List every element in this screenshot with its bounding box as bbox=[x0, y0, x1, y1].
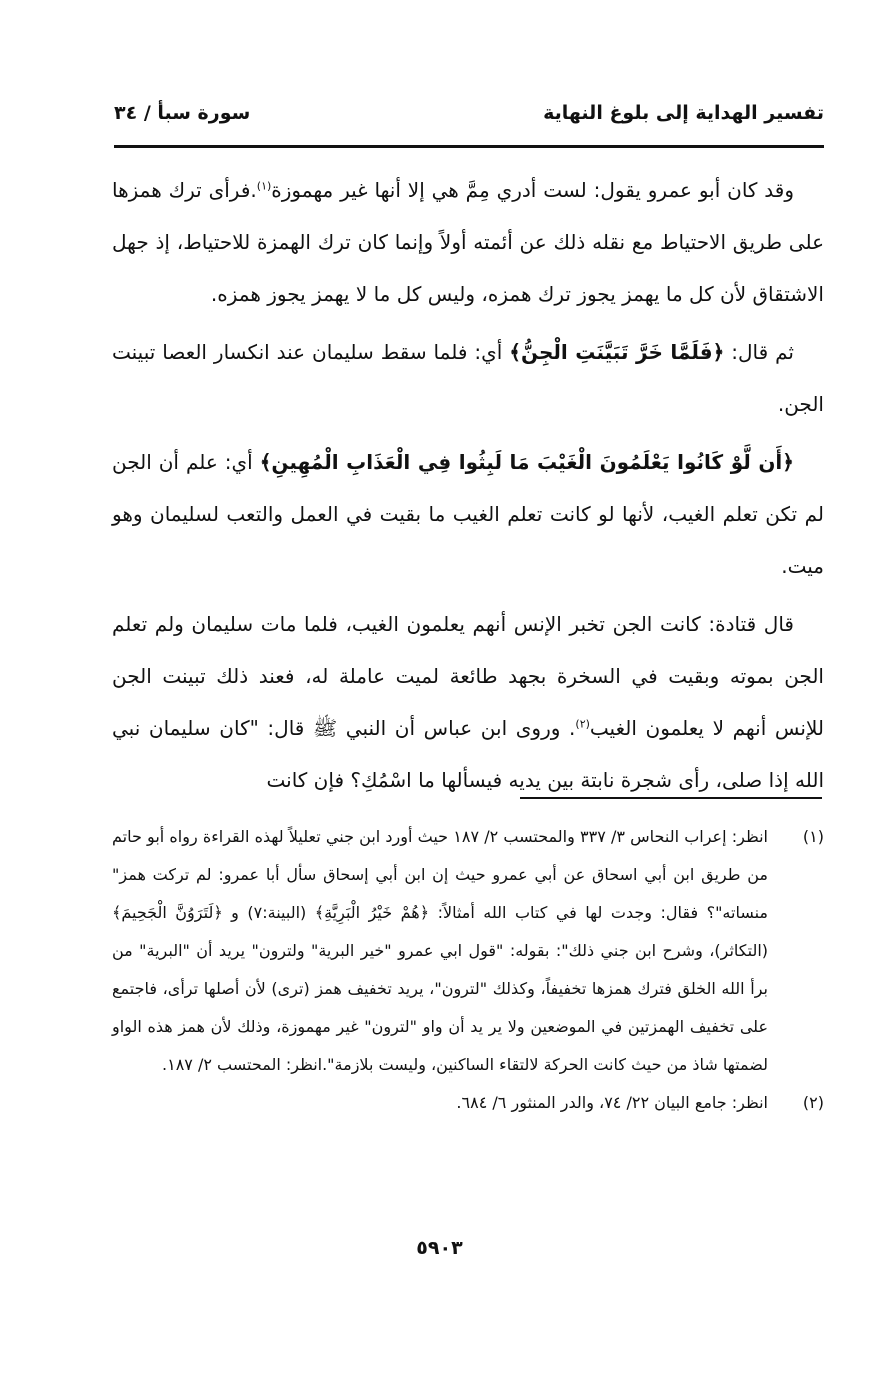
paragraph-text: . وروى ابن عباس أن النبي ﷺ قال: "كان سليمان نبي الله إذا صلى، رأى شجرة نابتة بين يديه فيسألها ما اسْمُكِ؟ فإن كانت bbox=[112, 716, 824, 792]
footnote-text: انظر: جامع البيان ٢٢/ ٧٤، والدر المنثور ٦/ ٦٨٤. bbox=[456, 1093, 768, 1112]
paragraph-text: أي: علم أن الجن لم تكن تعلم الغيب، لأنها لو كانت تعلم الغيب ما بقيت في العمل والتعب لسليمان وهو ميت. bbox=[112, 450, 824, 578]
header-divider bbox=[114, 145, 824, 148]
running-header bbox=[114, 100, 824, 144]
footnote-ref: (٢) bbox=[575, 717, 590, 731]
quran-verse: ﴿فَلَمَّا خَرَّ تَبَيَّنَتِ الْجِنُّ﴾ bbox=[509, 340, 725, 364]
main-text bbox=[112, 164, 824, 812]
surah-label: سورة سبأ / ٣٤ bbox=[114, 102, 251, 124]
quran-verse: ﴿أَن لَّوْ كَانُوا يَعْلَمُونَ الْغَيْبَ مَا لَبِثُوا فِي الْعَذَابِ الْمُهِينِ﴾ bbox=[259, 450, 794, 474]
footnote-divider bbox=[520, 797, 822, 799]
footnote-number: (٢) bbox=[802, 1093, 824, 1112]
page-number: ٥٩٠٣ bbox=[416, 1237, 463, 1259]
paragraph-text: .فرأى ترك همزها على طريق الاحتياط مع نقله ذلك عن أئمته أولاً وإنما كان ترك الهمزة للاحتياط، إذ جهل الاشتقاق لأن كل ما يهمز يجوز ترك همزه، وليس كل ما لا يهمز يجوز همزه. bbox=[112, 178, 824, 306]
paragraph bbox=[112, 164, 824, 320]
footnote bbox=[112, 818, 824, 1084]
paragraph-text: وقد كان أبو عمرو يقول: لست أدري مِمَّ هي إلا أنها غير مهموزة bbox=[271, 178, 795, 202]
paragraph-text: أي: فلما سقط سليمان عند انكسار العصا تبينت الجن. bbox=[112, 340, 824, 416]
footnote-text: انظر: إعراب النحاس ٣/ ٣٣٧ والمحتسب ٢/ ١٨٧ حيث أورد ابن جني تعليلاً لهذه القراءة رواه أبو حاتم من طريق ابن أبي اسحاق عن أبي عمرو حيث إن ابن أبي إسحاق سأل أبا عمرو: لم تركت همز" منساته"؟ فقال: وجدت لها في كتاب الله أمثالاً: ﴿هُمْ خَيْرُ الْبَرِيَّةِ﴾ (البينة:٧) و ﴿لَتَرَوُنَّ الْجَحِيمَ﴾ (التكاثر)، وشرح ابن جني ذلك": بقوله: "قول ابي عمرو "خير البرية" ولترون" يريد أن "البرية" من برأ الله الخلق فترك همزها تخفيفاً، وكذلك "لترون"، يريد تخفيف همز (ترى) لأن أصلها ترأى، فاجتمع على تخفيف الهمزتين في الموضعين ولا ير يد أن واو "لترون" غير مهموزة، وذلك لأن همز هذه الواو لضمتها شاذ من حيث كانت الحركة لالتقاء الساكنين، وليست بلازمة".انظر: المحتسب ٢/ ١٨٧. bbox=[112, 827, 769, 1074]
paragraph-text: قال قتادة: كانت الجن تخبر الإنس أنهم يعلمون الغيب، فلما مات سليمان ولم تعلم الجن بموته وبقيت في السخرة بجهد طائعة لميت عاملة له، فعند ذلك تبينت الجن للإنس أنهم لا يعلمون الغيب bbox=[112, 612, 824, 740]
paragraph-text: ثم قال: bbox=[724, 340, 795, 364]
book-title: تفسير الهداية إلى بلوغ النهاية bbox=[543, 102, 824, 124]
paragraph bbox=[112, 436, 824, 592]
footnotes bbox=[112, 818, 824, 1122]
paragraph bbox=[112, 326, 824, 430]
footnote-number: (١) bbox=[802, 827, 824, 846]
footnote-ref: (١) bbox=[256, 179, 272, 193]
paragraph bbox=[112, 598, 824, 806]
footnote bbox=[112, 1084, 824, 1122]
